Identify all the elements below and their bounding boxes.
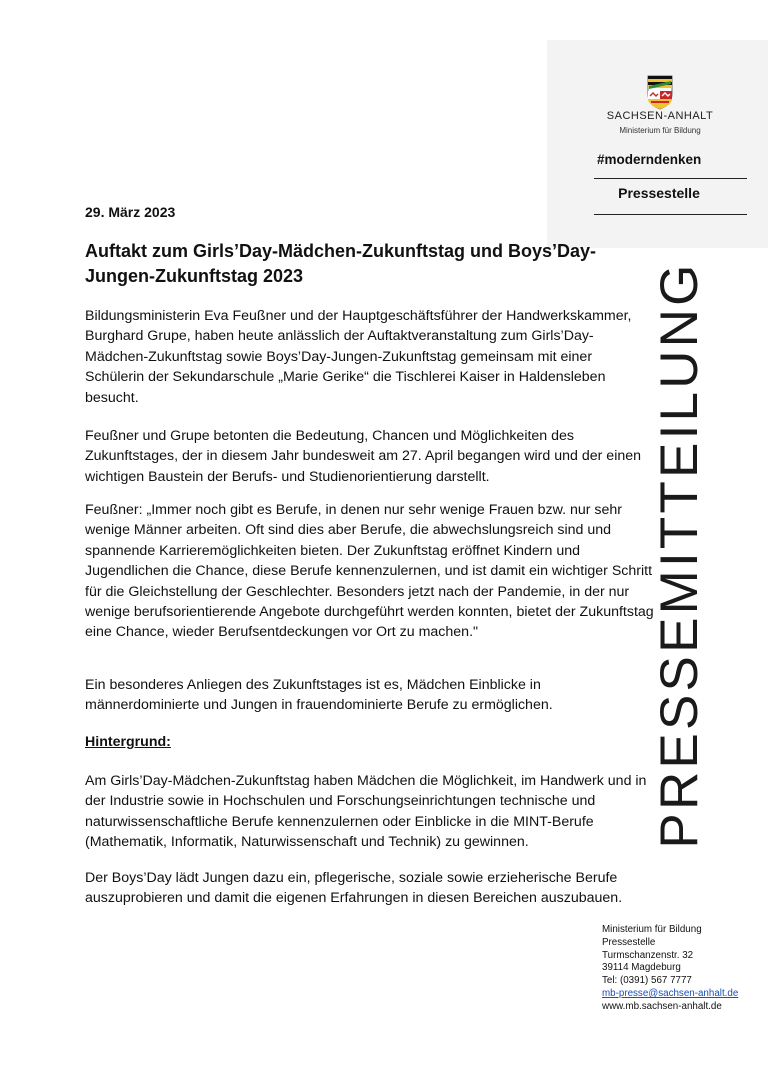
divider (594, 178, 747, 179)
footer-street: Turmschanzenstr. 32 (602, 949, 694, 961)
state-name: SACHSEN-ANHALT (606, 110, 714, 122)
release-date: 29. März 2023 (85, 204, 176, 220)
footer-ministry: Ministerium für Bildung (602, 924, 702, 935)
footer-department: Pressestelle (602, 936, 656, 948)
background-paragraph: Der Boys’Day lädt Jungen dazu ein, pflegerische, soziale sowie erzieherische Berufe auszuprobieren und damit die eigenen Erfahrungen in diesen Bereichen auszubauen. (85, 870, 623, 907)
footer-website: www.mb.sachsen-anhalt.de (602, 1000, 722, 1012)
coat-of-arms-icon (645, 74, 675, 110)
footer-city: 39114 Magdeburg (602, 962, 681, 974)
hashtag: #moderndenken (597, 152, 702, 167)
ministry-name: Ministerium für Bildung (619, 126, 701, 135)
background-paragraph: Am Girls’Day-Mädchen-Zukunftstag haben Mädchen die Möglichkeit, im Handwerk und in der Industrie sowie in Hochschulen und Forschungseinrichtungen technische und naturwissenschaftliche Berufe kennenzulernen oder Einblicke in die MINT-Berufe (Mathematik, Informatik, Naturwissenschaft und Technik) zu gewinnen. (85, 773, 647, 851)
body-paragraph: Feußner und Grupe betonten die Bedeutung, Chancen und Möglichkeiten des Zukunftstages, der in diesem Jahr bundesweit am 27. April begangen wird und der einen wichtigen Baustein der Berufs- und Studienorientierung darstellt. (85, 428, 642, 485)
header-panel (547, 40, 768, 248)
vertical-document-title: PRESSEMITTEILUNG (650, 261, 709, 849)
contact-block (602, 924, 762, 1014)
department-label: Pressestelle (618, 185, 700, 201)
body-paragraph: Ein besonderes Anliegen des Zukunftstages ist es, Mädchen Einblicke in männerdominierte und Jungen in frauendominierte Berufe zu ermöglichen. (85, 677, 553, 714)
background-heading: Hintergrund: (85, 734, 171, 750)
footer-phone: Tel: (0391) 567 7777 (602, 975, 692, 987)
body-paragraph: Bildungsministerin Eva Feußner und der Hauptgeschäftsführer der Handwerkskammer, Burghard Grupe, haben heute anlässlich der Auftaktveranstaltung zum Girls’Day-Mädchen-Zukunftstag sowie Boys’Day-Jungen-Zukunftstag gemeinsam mit einer Schülerin der Sekundarschule „Marie Gerike“ die Tischlerei Kaiser in Haldensleben besucht. (85, 308, 632, 406)
divider (594, 214, 747, 215)
headline: Auftakt zum Girls’Day-Mädchen-Zukunftstag und Boys’Day-Jungen-Zukunftstag 2023 (85, 241, 597, 286)
footer-email-link[interactable]: mb-presse@sachsen-anhalt.de (602, 987, 739, 999)
body-paragraph: Feußner: „Immer noch gibt es Berufe, in denen nur sehr wenige Frauen bzw. nur sehr wenige Männer arbeiten. Oft sind dies aber Berufe, die abwechslungsreich sind und spannende Karrieremöglichkeiten bieten. Der Zukunftstag eröffnet Kindern und Jugendlichen die Chance, diese Berufe kennenzulernen, und ist damit ein wichtiger Schritt für die Gleichstellung der Geschlechter. Besonders jetzt nach der Pandemie, in der nur wenige berufsorientierende Angebote durchgeführt werden konnten, bietet der Zukunftstag eine Chance, wieder Berufsentdeckungen vor Ort zu machen." (85, 502, 654, 641)
